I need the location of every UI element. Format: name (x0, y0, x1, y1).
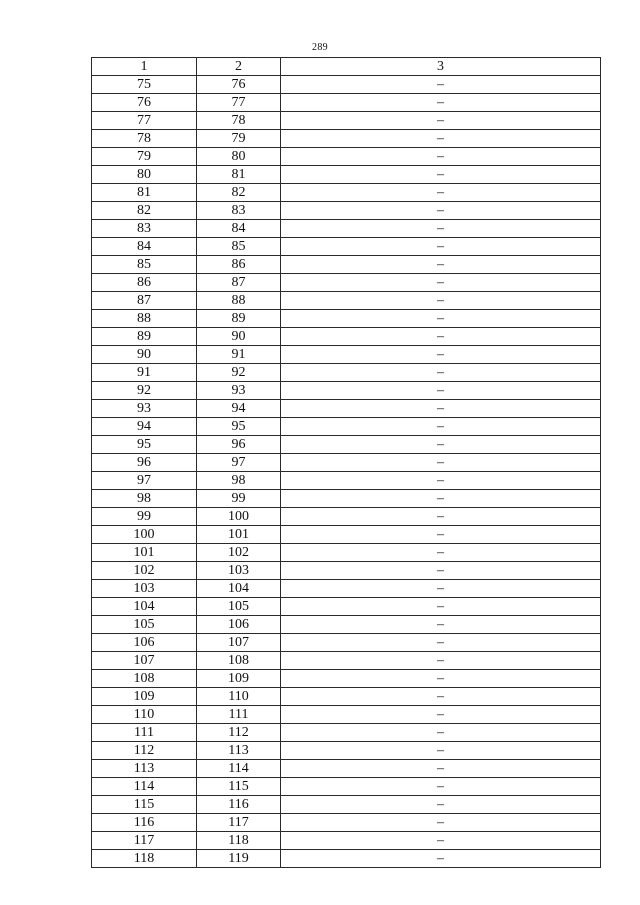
table-cell-col-3: – (281, 328, 601, 346)
table-row (92, 652, 601, 670)
table-cell-col-1: 109 (92, 688, 197, 706)
table-cell-col-2: 85 (197, 238, 281, 256)
table-row (92, 130, 601, 148)
table-cell-col-2: 80 (197, 148, 281, 166)
table-cell-col-2: 101 (197, 526, 281, 544)
table-cell-col-1: 79 (92, 148, 197, 166)
table-cell-col-3: – (281, 112, 601, 130)
table-cell-col-2: 106 (197, 616, 281, 634)
table-cell-col-2: 79 (197, 130, 281, 148)
table-row (92, 148, 601, 166)
table-cell-col-2: 109 (197, 670, 281, 688)
table-cell-col-3: – (281, 796, 601, 814)
table-cell-col-2: 78 (197, 112, 281, 130)
table-cell-col-3: – (281, 778, 601, 796)
table-cell-col-2: 77 (197, 94, 281, 112)
table-row (92, 490, 601, 508)
data-table (91, 57, 601, 868)
table-cell-col-1: 108 (92, 670, 197, 688)
table-cell-col-1: 110 (92, 706, 197, 724)
table-row (92, 706, 601, 724)
table-cell-col-2: 93 (197, 382, 281, 400)
table-row (92, 184, 601, 202)
table-cell-col-1: 105 (92, 616, 197, 634)
table-cell-col-3: – (281, 832, 601, 850)
table-cell-col-2: 81 (197, 166, 281, 184)
table-cell-col-3: – (281, 598, 601, 616)
table-cell-col-1: 100 (92, 526, 197, 544)
table-cell-col-2: 119 (197, 850, 281, 868)
table-cell-col-2: 118 (197, 832, 281, 850)
table-cell-col-1: 82 (92, 202, 197, 220)
table-cell-col-2: 91 (197, 346, 281, 364)
table-cell-col-3: – (281, 148, 601, 166)
table-row (92, 418, 601, 436)
table-row (92, 580, 601, 598)
table-cell-col-1: 117 (92, 832, 197, 850)
table-cell-col-3: – (281, 670, 601, 688)
table-cell-col-2: 102 (197, 544, 281, 562)
table-row (92, 742, 601, 760)
table-cell-col-2: 95 (197, 418, 281, 436)
table-cell-col-1: 86 (92, 274, 197, 292)
table-cell-col-3: – (281, 166, 601, 184)
table-cell-col-2: 100 (197, 508, 281, 526)
table-row (92, 508, 601, 526)
table-cell-col-2: 84 (197, 220, 281, 238)
table-cell-col-3: – (281, 706, 601, 724)
table-row (92, 850, 601, 868)
table-row (92, 202, 601, 220)
table-cell-col-3: – (281, 256, 601, 274)
table-cell-col-1: 97 (92, 472, 197, 490)
table-cell-col-3: – (281, 346, 601, 364)
table-cell-col-2: 108 (197, 652, 281, 670)
table-cell-col-1: 101 (92, 544, 197, 562)
table-row (92, 292, 601, 310)
table-row (92, 364, 601, 382)
table-cell-col-3: – (281, 526, 601, 544)
table-cell-col-2: 86 (197, 256, 281, 274)
table-cell-col-1: 76 (92, 94, 197, 112)
table-row (92, 814, 601, 832)
table-cell-col-1: 96 (92, 454, 197, 472)
table-cell-col-2: 88 (197, 292, 281, 310)
table-cell-col-3: – (281, 94, 601, 112)
table-cell-col-3: – (281, 652, 601, 670)
table-cell-col-3: – (281, 220, 601, 238)
table-row (92, 688, 601, 706)
table-cell-col-2: 104 (197, 580, 281, 598)
table-cell-col-3: – (281, 850, 601, 868)
table-cell-col-3: – (281, 238, 601, 256)
table-cell-col-3: – (281, 634, 601, 652)
table-cell-col-2: 90 (197, 328, 281, 346)
table-cell-col-1: 81 (92, 184, 197, 202)
page-number: 289 (312, 42, 328, 53)
table-row (92, 112, 601, 130)
table-cell-col-1: 75 (92, 76, 197, 94)
table-cell-col-1: 95 (92, 436, 197, 454)
table-row (92, 598, 601, 616)
table-cell-col-2: 82 (197, 184, 281, 202)
table-cell-col-2: 87 (197, 274, 281, 292)
table-cell-col-1: 102 (92, 562, 197, 580)
table-cell-col-2: 107 (197, 634, 281, 652)
table-cell-col-1: 115 (92, 796, 197, 814)
table-cell-col-1: 103 (92, 580, 197, 598)
table-cell-col-2: 105 (197, 598, 281, 616)
table-cell-col-3: – (281, 688, 601, 706)
table-cell-col-1: 116 (92, 814, 197, 832)
table-cell-col-1: 111 (92, 724, 197, 742)
table-cell-col-1: 90 (92, 346, 197, 364)
table-row (92, 778, 601, 796)
table-cell-col-2: 83 (197, 202, 281, 220)
table-cell-col-1: 114 (92, 778, 197, 796)
table-cell-col-3: – (281, 436, 601, 454)
table-cell-col-3: – (281, 760, 601, 778)
table-cell-col-1: 91 (92, 364, 197, 382)
table-row (92, 310, 601, 328)
table-row (92, 670, 601, 688)
table-row (92, 382, 601, 400)
table-row (92, 94, 601, 112)
table-row (92, 76, 601, 94)
table-cell-col-1: 89 (92, 328, 197, 346)
table-row (92, 616, 601, 634)
table-row (92, 400, 601, 418)
table-cell-col-3: – (281, 364, 601, 382)
table-cell-col-1: 84 (92, 238, 197, 256)
table-cell-col-3: – (281, 742, 601, 760)
table-body (92, 76, 601, 868)
table-cell-col-1: 104 (92, 598, 197, 616)
table-cell-col-3: – (281, 130, 601, 148)
table-cell-col-3: – (281, 202, 601, 220)
table-cell-col-3: – (281, 76, 601, 94)
table-cell-col-3: – (281, 724, 601, 742)
table-row (92, 274, 601, 292)
table-cell-col-2: 116 (197, 796, 281, 814)
table-cell-col-2: 110 (197, 688, 281, 706)
table-cell-col-3: – (281, 562, 601, 580)
column-header-1: 1 (92, 58, 197, 76)
table-row (92, 256, 601, 274)
table-cell-col-2: 117 (197, 814, 281, 832)
table-cell-col-1: 85 (92, 256, 197, 274)
table-row (92, 454, 601, 472)
table-cell-col-1: 107 (92, 652, 197, 670)
table-row (92, 724, 601, 742)
table-cell-col-3: – (281, 274, 601, 292)
table-row (92, 436, 601, 454)
table-header (92, 58, 601, 76)
table-cell-col-1: 77 (92, 112, 197, 130)
table-cell-col-3: – (281, 616, 601, 634)
table-row (92, 634, 601, 652)
table-cell-col-1: 80 (92, 166, 197, 184)
table-row (92, 832, 601, 850)
table-cell-col-1: 106 (92, 634, 197, 652)
table-cell-col-2: 114 (197, 760, 281, 778)
table-cell-col-2: 96 (197, 436, 281, 454)
table-cell-col-2: 112 (197, 724, 281, 742)
table-row (92, 238, 601, 256)
table-header-row (92, 58, 601, 76)
table-cell-col-2: 89 (197, 310, 281, 328)
table-cell-col-3: – (281, 472, 601, 490)
table-cell-col-3: – (281, 184, 601, 202)
table-cell-col-2: 99 (197, 490, 281, 508)
table-cell-col-1: 92 (92, 382, 197, 400)
table-row (92, 526, 601, 544)
table-cell-col-1: 94 (92, 418, 197, 436)
table-row (92, 346, 601, 364)
table-cell-col-3: – (281, 544, 601, 562)
table-cell-col-2: 76 (197, 76, 281, 94)
column-header-3: 3 (281, 58, 601, 76)
table-cell-col-2: 111 (197, 706, 281, 724)
table-cell-col-2: 94 (197, 400, 281, 418)
table-cell-col-3: – (281, 814, 601, 832)
table-cell-col-1: 99 (92, 508, 197, 526)
table-cell-col-3: – (281, 490, 601, 508)
table-cell-col-1: 118 (92, 850, 197, 868)
table-cell-col-1: 83 (92, 220, 197, 238)
table-cell-col-2: 103 (197, 562, 281, 580)
table-row (92, 472, 601, 490)
table-cell-col-3: – (281, 310, 601, 328)
table-cell-col-3: – (281, 400, 601, 418)
table-row (92, 796, 601, 814)
table-cell-col-3: – (281, 292, 601, 310)
table-cell-col-2: 113 (197, 742, 281, 760)
table-row (92, 166, 601, 184)
table-cell-col-1: 88 (92, 310, 197, 328)
table-cell-col-2: 98 (197, 472, 281, 490)
table-cell-col-1: 113 (92, 760, 197, 778)
table-row (92, 544, 601, 562)
table-cell-col-1: 98 (92, 490, 197, 508)
table-cell-col-1: 112 (92, 742, 197, 760)
table-cell-col-3: – (281, 508, 601, 526)
table-cell-col-3: – (281, 454, 601, 472)
table-row (92, 220, 601, 238)
table-cell-col-3: – (281, 382, 601, 400)
table-row (92, 328, 601, 346)
table-cell-col-1: 93 (92, 400, 197, 418)
table-cell-col-2: 92 (197, 364, 281, 382)
table-cell-col-2: 97 (197, 454, 281, 472)
table-cell-col-3: – (281, 580, 601, 598)
table-row (92, 562, 601, 580)
table-cell-col-3: – (281, 418, 601, 436)
column-header-2: 2 (197, 58, 281, 76)
table-row (92, 760, 601, 778)
table-cell-col-1: 87 (92, 292, 197, 310)
table-cell-col-2: 115 (197, 778, 281, 796)
table-cell-col-1: 78 (92, 130, 197, 148)
